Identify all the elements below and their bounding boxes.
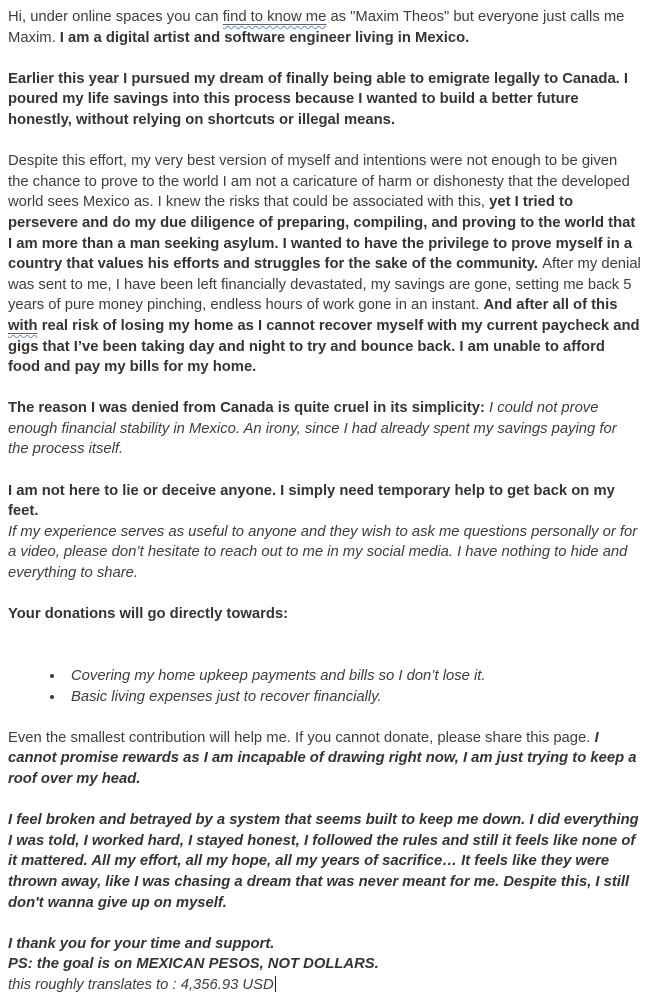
blank-line — [8, 625, 641, 646]
text-run: yet I tried to persevere and do my due diligence of preparing, compiling, and proving to the world that I am more than a man seeking asylum. I wanted to have the privilege to prove myself in a country that values his efforts and struggles for the sake of the community. — [8, 194, 636, 273]
text-run: Hi, under online spaces you can — [8, 9, 223, 25]
text-run: After my denial was sent to me, I have been left financially devastated, my savings are gone, setting me back 5 years of pure money pinching, endless hours of work gone in an instant. — [8, 256, 641, 314]
text-cursor — [275, 976, 277, 992]
text-run: PS: the goal is on MEXICAN PESOS, NOT DOLLARS. — [8, 956, 379, 973]
paragraph — [8, 7, 641, 48]
grammar-suggestion-text: with — [8, 317, 38, 334]
blank-line — [8, 645, 641, 666]
blank-line — [8, 584, 641, 605]
blank-line — [8, 460, 641, 481]
text-run: The reason I was denied from Canada is quite cruel in its simplicity: — [8, 400, 490, 417]
text-run: I am not here to lie or deceive anyone. I simply need temporary help to get back on my feet. — [8, 482, 615, 520]
paragraph — [8, 975, 641, 996]
text-run: I am a digital artist and software engineer living in Mexico. — [59, 29, 470, 46]
text-run: Even the smallest contribution will help me. If you cannot donate, please share this page. — [8, 729, 595, 746]
text-run: I cannot promise rewards as I am incapable of drawing right now, I am just trying to keep a roof over my head. — [8, 729, 637, 787]
grammar-suggestion[interactable] — [223, 9, 327, 25]
blank-line — [8, 790, 641, 811]
text-run: I thank you for your time and support. — [8, 935, 275, 952]
grammar-suggestion[interactable] — [8, 318, 38, 334]
paragraph — [8, 728, 641, 790]
paragraph — [8, 954, 641, 975]
blank-line — [8, 378, 641, 399]
text-run: this roughly translates to : 4,356.93 USD — [8, 976, 274, 993]
blank-line — [8, 48, 641, 69]
text-run: And after all of this — [483, 297, 618, 314]
blank-line — [8, 707, 641, 728]
text-run: I could not prove enough financial stability in Mexico. An irony, since I had already spent my savings paying for the process itself. — [8, 400, 617, 458]
text-run: real risk of losing my home as I cannot recover myself with my current paycheck and gigs that I’ve been taking day and night to try and bounce back. I am unable to afford food and pay my bills for my home. — [8, 317, 640, 376]
paragraph — [8, 810, 641, 913]
grammar-suggestion-text: find to know me — [222, 9, 327, 25]
text-run: Despite this effort, my very best version of myself and intentions were not enough to be given the chance to prove to the world I am not a caricature of harm or dishonesty that the developed world sees Mexico as. I knew the risks that could be associated with this, — [8, 153, 630, 211]
blank-line — [8, 131, 641, 152]
bullet-list — [8, 666, 641, 707]
text-run: Basic living expenses just to recover financially. — [71, 688, 382, 705]
list-item — [65, 666, 641, 687]
paragraph — [8, 481, 641, 522]
paragraph — [8, 934, 641, 955]
paragraph — [8, 604, 641, 625]
paragraph — [8, 522, 641, 584]
paragraph — [8, 69, 641, 131]
document-body[interactable] — [8, 7, 641, 996]
text-run: Earlier this year I pursued my dream of finally being able to emigrate legally to Canada. I poured my life savings into this process because I wanted to build a better future honestly, without relying on shortcuts or illegal means. — [8, 70, 629, 128]
blank-line — [8, 913, 641, 934]
text-run: as "Maxim Theos" but everyone just calls me Maxim. — [8, 9, 625, 46]
paragraph — [8, 398, 641, 460]
list-item — [65, 687, 641, 708]
text-run: I feel broken and betrayed by a system that seems built to keep me down. I did everything I was told, I worked hard, I stayed honest, I followed the rules and still it feels like none of it mattered. All my effort, all my hope, all my years of sacrifice… It feels like they were thrown away, like I was chasing a dream that was never meant for me. Despite this, I still don't wanna give up on myself. — [8, 812, 639, 911]
paragraph — [8, 151, 641, 378]
text-run: Covering my home upkeep payments and bills so I don’t lose it. — [71, 668, 486, 684]
text-run: Your donations will go directly towards: — [8, 606, 289, 623]
text-run: If my experience serves as useful to anyone and they wish to ask me questions personally or for a video, please don’t hesitate to reach out to me in my social media. I have nothing to hide and everything to share. — [8, 523, 638, 582]
